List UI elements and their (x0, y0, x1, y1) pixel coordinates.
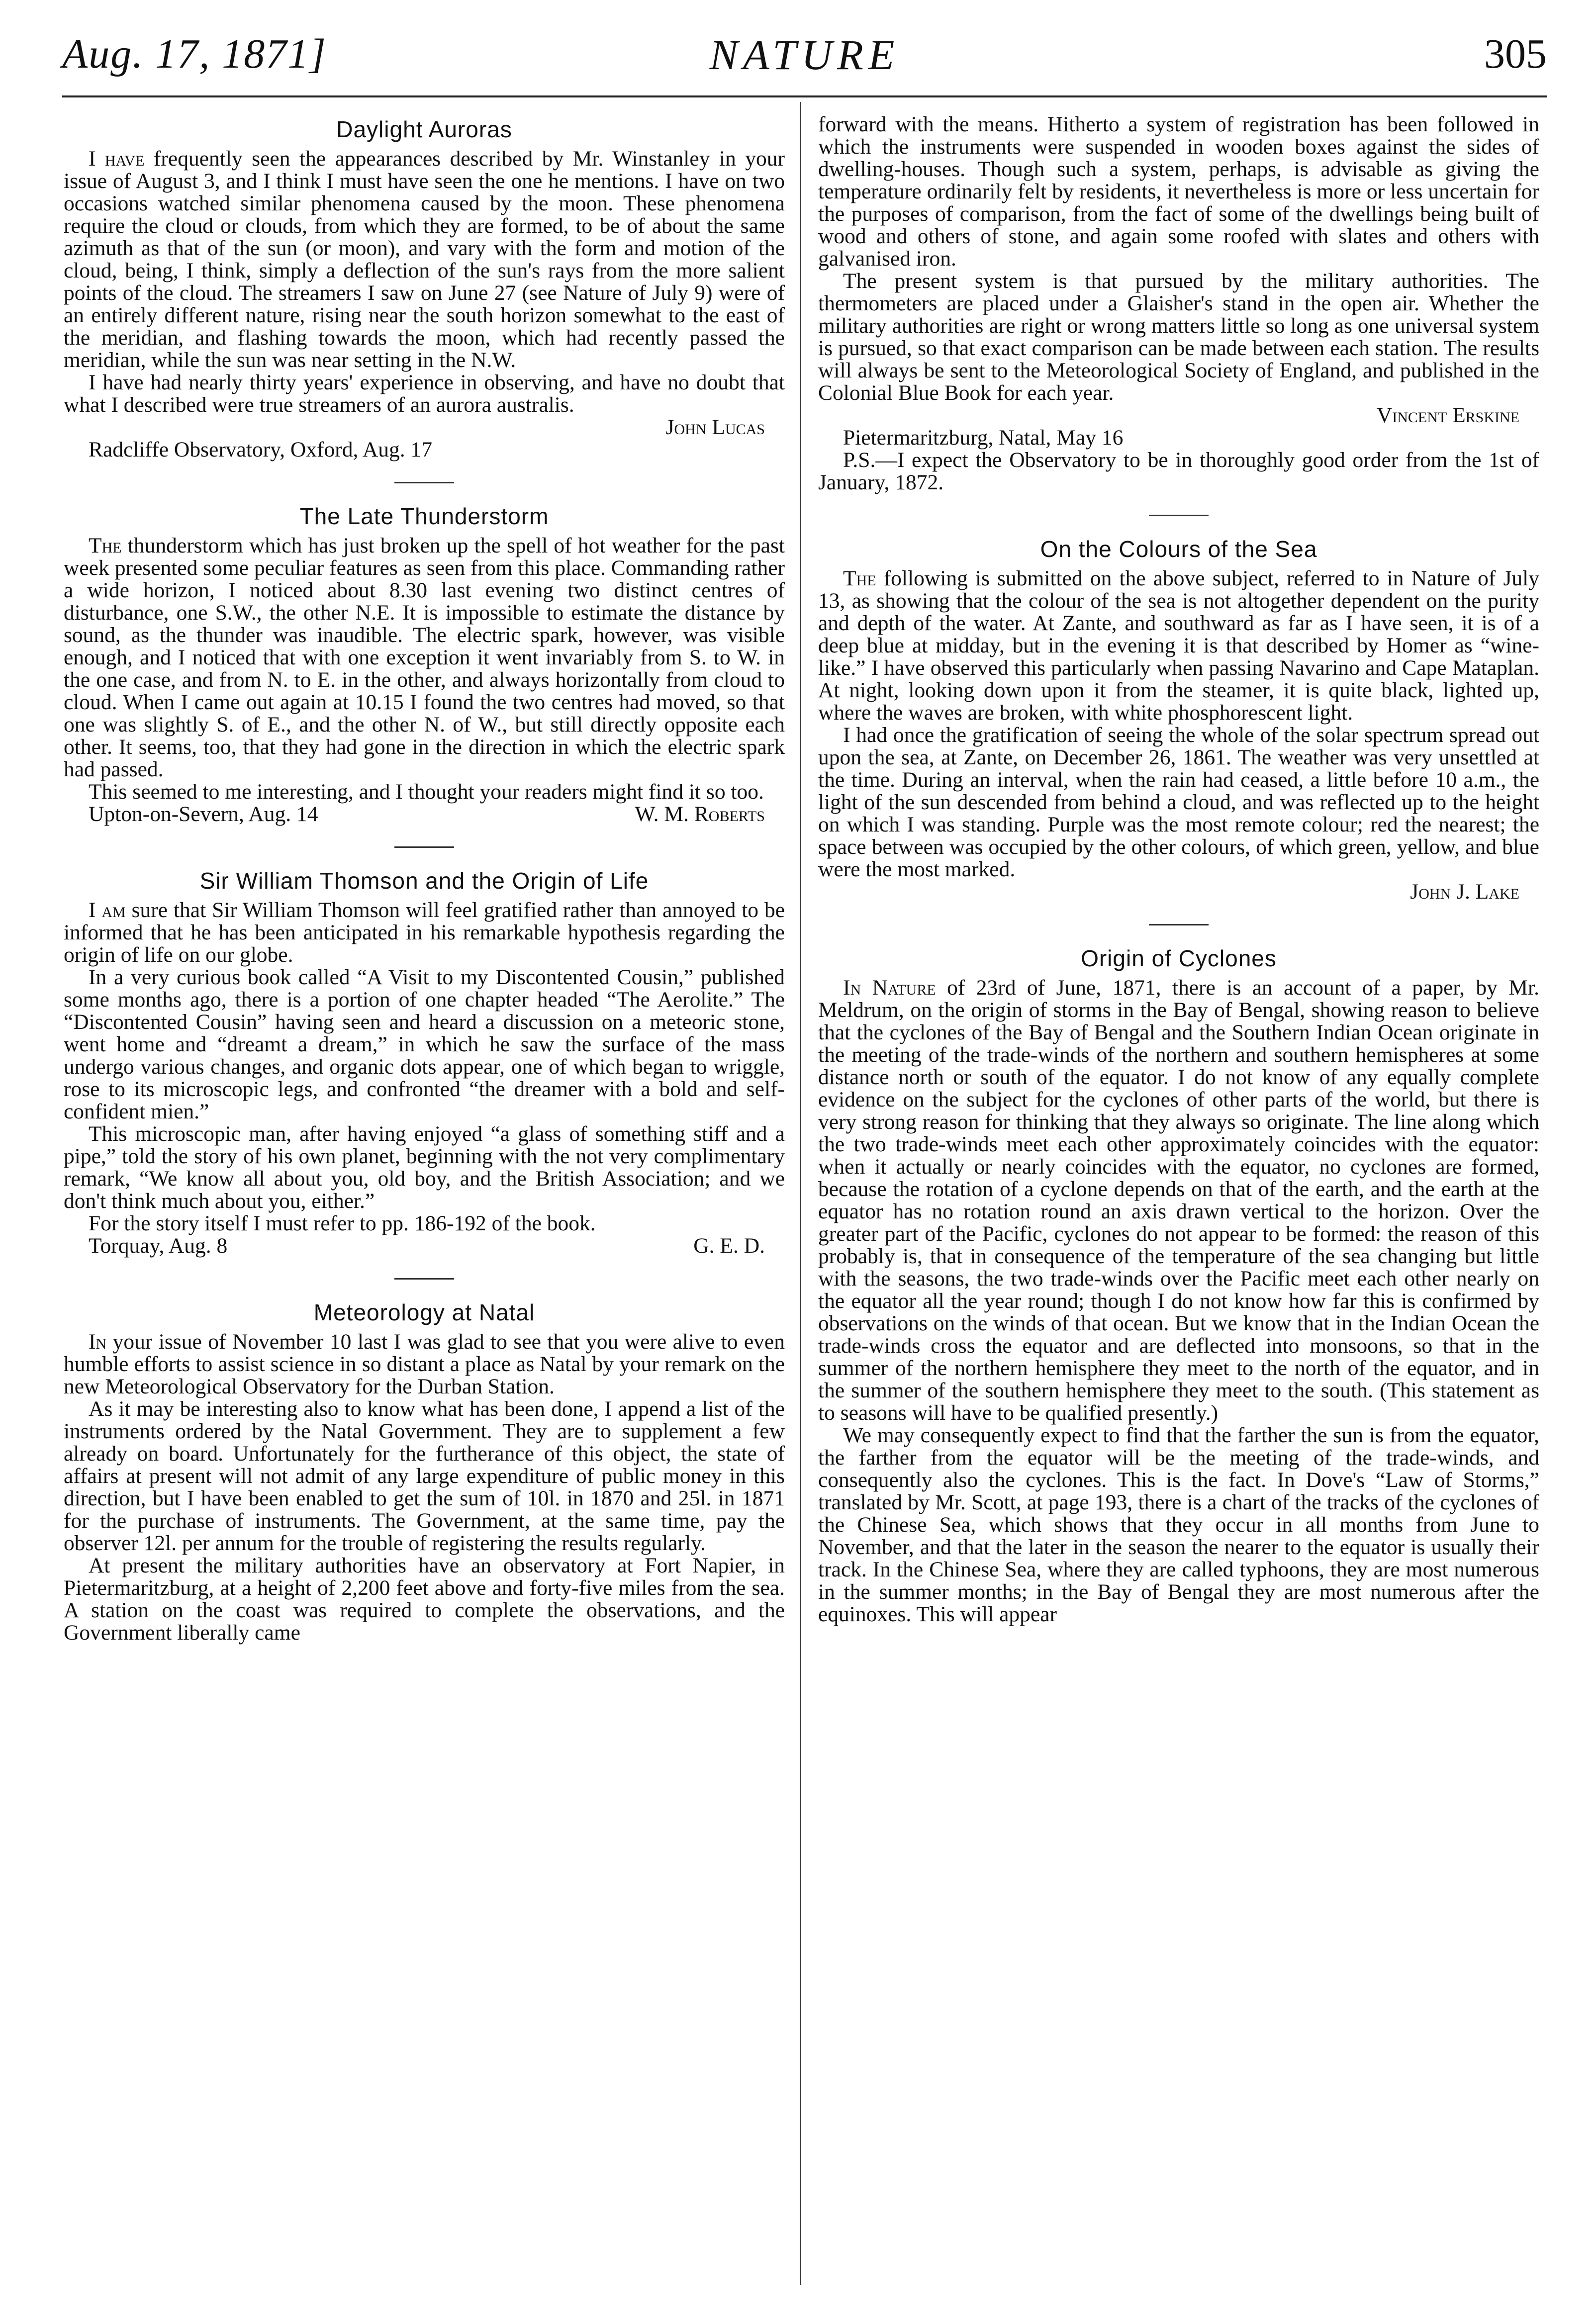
lead-words: I have (89, 147, 145, 171)
section-divider (394, 1278, 454, 1280)
article-paragraph (818, 567, 1539, 724)
article-meteorology-natal (64, 1301, 785, 1644)
left-column (64, 113, 785, 2292)
article-paragraph (64, 899, 785, 966)
postscript: P.S.—I expect the Observatory to be in thoroughly good order from the 1st of January, 1872. (818, 448, 1539, 494)
place-signature-line (64, 1235, 785, 1257)
article-paragraph: For the story itself I must refer to pp. 186-192 of the book. (89, 1211, 596, 1235)
article-paragraph: This microscopic man, after having enjoyed “a glass of something stiff and a pipe,” told the story of his own planet, beginning with the not very complimentary remark, “We know all about you, old boy, and the British Association; and we don't think much about you, either.” (64, 1122, 785, 1213)
section-divider (1149, 924, 1209, 925)
article-paragraph: forward with the means. Hitherto a system of registration has been followed in which the instruments were suspended in wooden boxes against the sides of dwelling-houses. Though such a system, perhaps, is advisable as giving the temperature ordinarily felt by residents, it nevertheless is more or less uncertain for the purposes of comparison, from the fact of some of the dwellings being built of wood and others of stone, and again some roofed with slates and others with galvanised iron. (818, 113, 1539, 271)
lead-words: In Nature (843, 976, 936, 1000)
article-meteorology-natal-continued (818, 113, 1539, 494)
article-paragraph (818, 977, 1539, 1424)
article-paragraph: This seemed to me interesting, and I thought your readers might find it so too. (89, 780, 764, 804)
paragraph-text: thunderstorm which has just broken up the spell of hot weather for the past week presented some peculiar features as seen from this place. Commanding rather a wide horizon, I noticed about 8.30 last evening two distinct centres of disturbance, one S.W., the other N.E. It is impossible to estimate the distance by sound, as the thunder was inaudible. The electric spark, however, was visible enough, and I noticed that with one exception it went invariably from S. to W. in the one case, and from N. to E. in the other, and always horizontally from cloud to cloud. When I came out again at 10.15 I found the two centres had moved, so that one was slightly S. of E., and the other N. of W., but still directly opposite each other. It seems, too, that they had gone in the direction in which the electric spark had passed. (64, 534, 785, 781)
article-colours-of-sea (818, 538, 1539, 903)
header-rule (62, 95, 1547, 97)
author-signature: John Lucas (665, 415, 765, 439)
page-header (62, 30, 1547, 90)
article-paragraph: We may consequently expect to find that the farther the sun is from the equator, the farther from the equator will be the meeting of the trade-winds, and consequently also the cyclones. This is the fact. In Dove's “Law of Storms,” translated by Mr. Scott, at page 193, there is a chart of the tracks of the cyclones of the Chinese Sea, which shows that they occur in all months from June to November, and that the later in the season the nearer to the equator is usually their track. In the Chinese Sea, where they are called typhoons, they are most numerous in the summer months; in the Bay of Bengal they are most numerous after the equinoxes. This will appear (818, 1423, 1539, 1626)
paragraph-text: sure that Sir William Thomson will feel gratified rather than annoyed to be informed that he has been anticipated in his remarkable hypothesis regarding the origin of life on our globe. (64, 898, 785, 967)
author-signature: John J. Lake (1410, 880, 1519, 904)
article-title: Sir William Thomson and the Origin of Life (199, 868, 649, 894)
header-date: Aug. 17, 1871] (62, 31, 327, 77)
article-paragraph: As it may be interesting also to know what has been done, I append a list of the instruments ordered by the Natal Government. They are to supplement a few already on board. Unfortunately for the furtherance of this object, the state of affairs at present will not admit of any large expenditure of public money in this direction, but I have been enabled to get the sum of 10l. in 1870 and 25l. in 1871 for the purchase of instruments. The Government, at the same time, pay the observer 12l. per annum for the trouble of registering the results regularly. (64, 1397, 785, 1555)
section-divider (394, 846, 454, 848)
article-title: The Late Thunderstorm (299, 503, 549, 529)
article-title: On the Colours of the Sea (1040, 536, 1317, 562)
section-divider (394, 482, 454, 483)
article-title: Origin of Cyclones (1081, 945, 1277, 971)
paragraph-text: following is submitted on the above subject, referred to in Nature of July 13, as showing that the colour of the sea is not altogether dependent on the purity and depth of the water. At Zante, and southward as far as I have seen, it is of a deep blue at midday, but in the evening it is that described by Homer as “wine-like.” I have observed this particularly when passing Navarino and Cape Mataplan. At night, looking down upon it from the steamer, it is quite black, lighted up, where the waves are broken, with white phosphorescent light. (818, 566, 1539, 725)
paragraph-text: frequently seen the appearances described by Mr. Winstanley in your issue of August 3, and I think I must have seen the one he mentions. I have on two occasions watched similar phenomena caused by the moon. These phenomena require the cloud or clouds, from which they are formed, to be of about the same azimuth as that of the sun (or moon), and vary with the form and motion of the cloud, being, I think, simply a deflection of the sun's rays from the more salient points of the cloud. The streamers I saw on June 27 (see Nature of July 9) were of an entirely different nature, rising near the south horizon somewhat to the east of the meridian, and flashing towards the moon, which had recently passed the meridian, while the sun was near setting in the N.W. (64, 147, 785, 372)
article-paragraph (64, 148, 785, 371)
article-title: Meteorology at Natal (313, 1299, 535, 1325)
article-paragraph: At present the military authorities have an observatory at Fort Napier, in Pietermaritzburg, at a height of 2,200 feet above and forty-five miles from the sea. A station on the coast was required to complete the observations, and the Government liberally came (64, 1554, 785, 1645)
column-divider (800, 102, 801, 2285)
article-paragraph: I had once the gratification of seeing the whole of the solar spectrum spread out upon the sea, at Zante, on December 26, 1861. The weather was very unsettled at the time. During an interval, when the rain had ceased, a little before 10 a.m., the light of the sun descended from behind a cloud, and was reflected up to the height on which I was standing. Purple was the most remote colour; red the nearest; the space between was occupied by the other colours, of which green, yellow, and blue were the most marked. (818, 723, 1539, 881)
article-thomson-origin-life (64, 870, 785, 1257)
place-date-line: Torquay, Aug. 8 (89, 1234, 228, 1258)
section-divider (1149, 515, 1209, 516)
article-origin-cyclones (818, 947, 1539, 1626)
right-column (818, 113, 1539, 2292)
article-paragraph: I have had nearly thirty years' experience in observing, and have no doubt that what I described were true streamers of an aurora australis. (64, 370, 785, 417)
place-date-line: Pietermaritzburg, Natal, May 16 (843, 426, 1124, 450)
paragraph-text: of 23rd of June, 1871, there is an account of a paper, by Mr. Meldrum, on the origin of storms in the Bay of Bengal, showing reason to believe that the cyclones of the Bay of Bengal and the Southern Indian Ocean originate in the meeting of the trade-winds of the northern and southern hemispheres at some distance north or south of the equator. I do not know of any equally complete evidence on the subject for the cyclones of other parts of the world, but there is very strong reason for thinking that they always so originate. The line along which the two trade-winds meet each other approximately coincides with the equator: when it actually or nearly coincides with the equator, no cyclones are formed, because the rotation of a cyclone depends on that of the earth, and the earth at the equator has no rotation round an axis drawn vertical to the horizon. Over the greater part of the Pacific, cyclones do not appear to be formed: the reason of this probably is, that in consequence of the temperature of the sea changing but little with the seasons, the two trade-winds over the Pacific meet each other nearly on the equator all the year round; though I do not know how far this is confirmed by observations on the winds of that ocean. But we know that in the Indian Ocean the trade-winds cross the equator and are deflected into monsoons, so that in the summer of the northern hemisphere they meet to the north of the equator, and in the summer of the southern hemisphere they meet to the south. (This statement as to seasons will have to be qualified presently.) (818, 976, 1539, 1425)
article-paragraph (64, 535, 785, 781)
article-paragraph: The present system is that pursued by the military authorities. The thermometers are placed under a Glaisher's stand in the open air. Whether the military authorities are right or wrong matters little so long as one universal system is pursued, so that exact comparison can be made between each station. The results will always be sent to the Meteorological Society of England, and published in the Colonial Blue Book for each year. (818, 269, 1539, 405)
place-date-line: Upton-on-Severn, Aug. 14 (89, 802, 318, 826)
article-late-thunderstorm (64, 505, 785, 826)
lead-words: In (89, 1330, 107, 1354)
lead-words: The (89, 534, 122, 557)
place-signature-line (64, 803, 785, 826)
lead-words: The (843, 566, 876, 590)
author-signature: G. E. D. (693, 1234, 765, 1258)
article-paragraph (64, 1331, 785, 1398)
author-signature: Vincent Erskine (1376, 403, 1519, 427)
lead-words: I am (89, 898, 126, 922)
author-signature: W. M. Roberts (635, 802, 765, 826)
paragraph-text: your issue of November 10 last I was glad to see that you were alive to even humble efforts to assist science in so distant a place as Natal by your remark on the new Meteorological Observatory for the Durban Station. (64, 1330, 785, 1398)
page-number: 305 (1484, 31, 1547, 77)
place-date-line: Radcliffe Observatory, Oxford, Aug. 17 (89, 438, 433, 461)
article-title: Daylight Auroras (336, 116, 512, 142)
article-paragraph: In a very curious book called “A Visit to my Discontented Cousin,” published some months ago, there is a portion of one chapter headed “The Aerolite.” The “Discontented Cousin” having seen and heard a discussion on a meteoric stone, went home and “dreamt a dream,” in which he saw the surface of the mass undergo various changes, and organic dots appear, one of which began to wriggle, rose to its microscopic legs, and confronted “the dreamer with a bold and self-confident mien.” (64, 965, 785, 1123)
article-daylight-auroras (64, 118, 785, 461)
journal-title: NATURE (709, 31, 900, 79)
